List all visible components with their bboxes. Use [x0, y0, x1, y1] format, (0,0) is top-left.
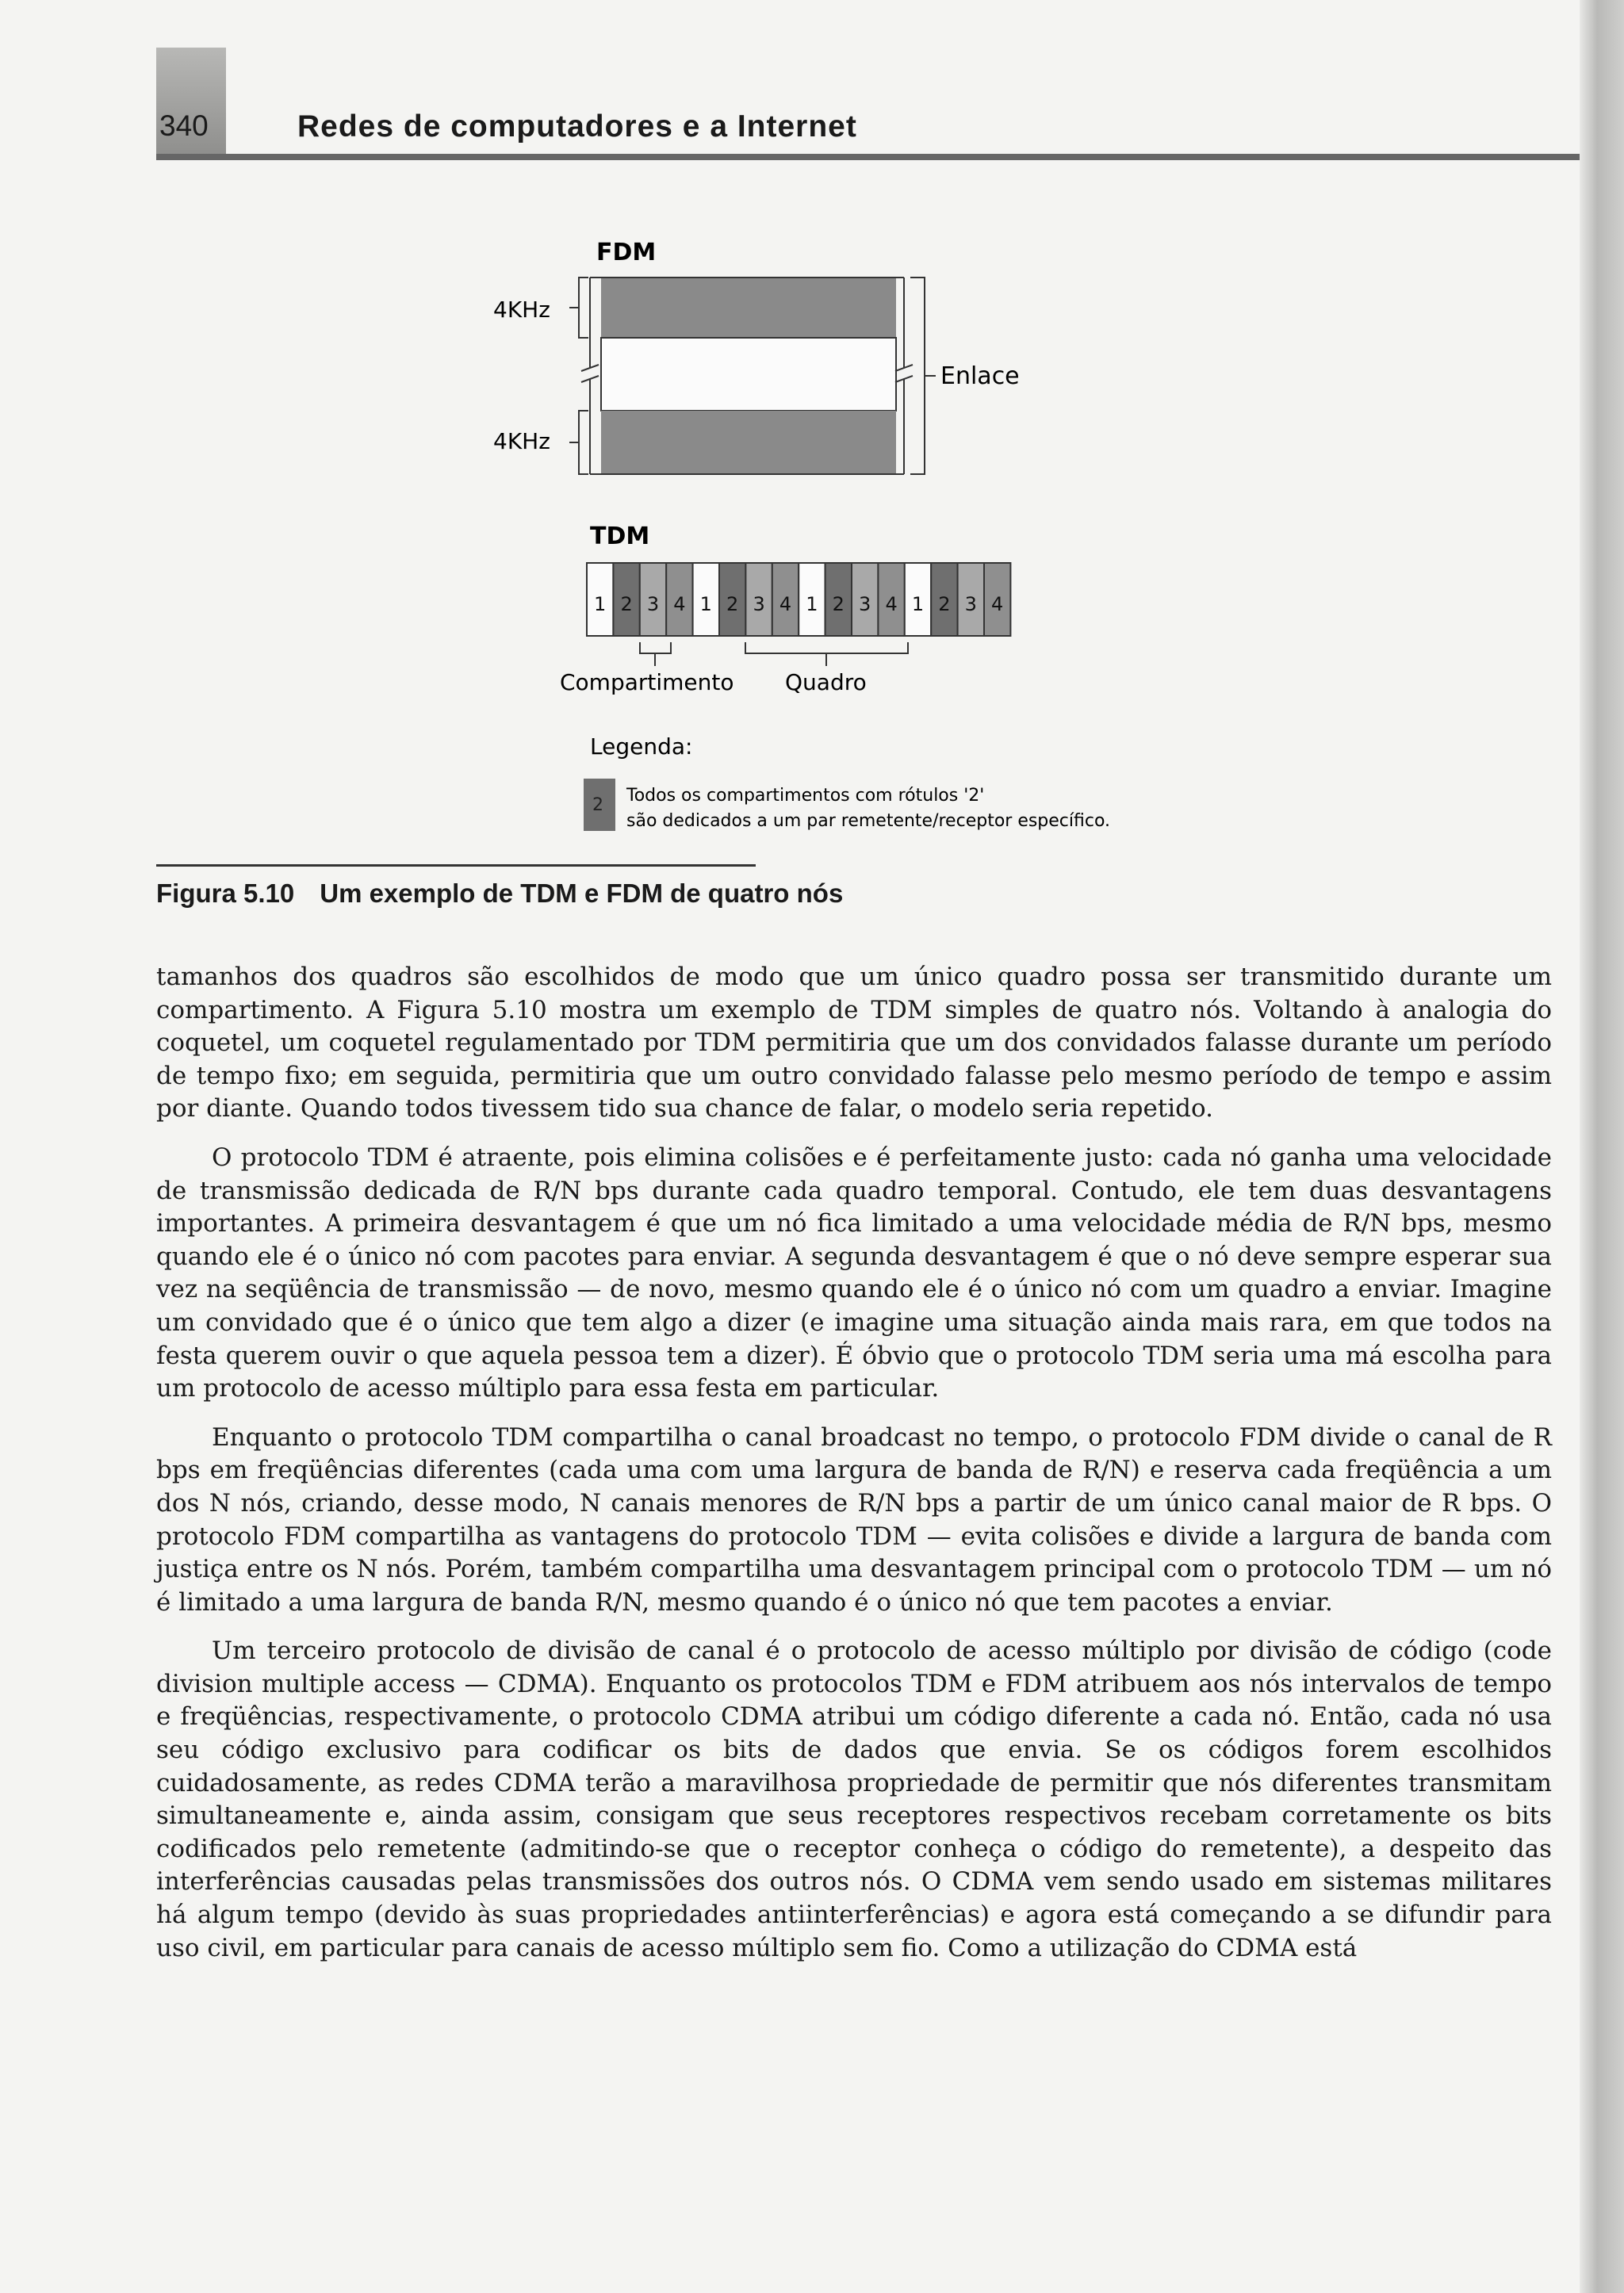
tdm-slot-label: 2 [726, 593, 739, 615]
frame-bracket [745, 642, 908, 666]
legend-line-2: são dedicados a um par remetente/receptor específico. [626, 811, 1111, 831]
link-bracket [910, 278, 936, 474]
tdm-slot-row [587, 563, 1010, 636]
legend-key: 2 [592, 795, 603, 815]
tdm-slot-label: 2 [832, 593, 845, 615]
tdm-slot-label: 4 [673, 593, 686, 615]
tdm-slot-label: 4 [991, 593, 1004, 615]
tdm-slot-label: 1 [911, 593, 925, 615]
fdm-band-label-top: 4KHz [493, 297, 550, 323]
fdm-bracket-top [569, 278, 588, 338]
tdm-slot-label: 4 [885, 593, 898, 615]
legend-title: Legenda: [590, 733, 693, 760]
fdm-gap [601, 338, 896, 411]
fdm-bracket-bottom [569, 411, 588, 474]
fdm-bands [581, 278, 913, 474]
page-number: 340 [159, 109, 209, 142]
frame-label: Quadro [785, 669, 867, 695]
tdm-slot-label: 2 [620, 593, 633, 615]
paragraph-1: tamanhos dos quadros são escolhidos de modo que um único quadro possa ser transmitido durante um compartimento. A Figura 5.10 mostra um exemplo de TDM simples de quatro nós. Voltando à analogia do coquetel, um coquetel regulamentado por TDM permitiria que um dos convidados falasse durante um período de tempo fixo; em seguida, permitiria que um outro convidado falasse pelo mesmo período de tempo e assim por diante. Quando todos tivessem tido sua chance de falar, o modelo seria repetido. [156, 963, 1552, 1124]
figure-caption-text: Um exemplo de TDM e FDM de quatro nós [320, 879, 844, 908]
legend-line-1: Todos os compartimentos com rótulos '2' [626, 786, 985, 806]
body-text [156, 961, 1552, 1981]
tdm-slot-label: 3 [859, 593, 871, 615]
fdm-band-top [601, 278, 896, 338]
caption-rule [156, 864, 756, 867]
fdm-title: FDM [596, 239, 657, 266]
tdm-slot-label: 3 [646, 593, 660, 615]
figure-caption [156, 879, 843, 909]
tdm-slot-label: 2 [938, 593, 951, 615]
paragraph-4: Um terceiro protocolo de divisão de canal é o protocolo de acesso múltiplo por divisão de código (code division multiple access — CDMA). Enquanto os protocolos TDM e FDM atribuem aos nós intervalos de tempo e freqüências, respectivamente, o protocolo CDMA atribui um código diferente a cada nó. Então, cada nó usa seu código exclusivo para codificar os bits de dados que envia. Se os códigos forem escolhidos cuidadosamente, as redes CDMA terão a maravilhosa propriedade de permitir que nós diferentes transmitam simultaneamente e, ainda assim, consigam que seus receptores respectivos recebam corretamente os bits codificados pelo remetente (admitindo-se que o receptor conheça o código do remetente), a despeito das interferências causadas pelas transmissões dos outros nós. O CDMA vem sendo usado em sistemas militares há algum tempo (devido às suas propriedades antiinterferências) e agora está começando a se difundir para uso civil, em particular para canais de acesso múltiplo sem fio. Como a utilização do CDMA está [156, 1636, 1552, 1962]
fdm-band-bottom [601, 411, 896, 474]
slot-bracket [640, 642, 671, 666]
link-label: Enlace [940, 362, 1020, 390]
figure-tdm-fdm [0, 0, 1624, 951]
tdm-slot-label: 1 [699, 593, 712, 615]
running-title: Redes de computadores e a Internet [297, 109, 857, 144]
figure-caption-label: Figura 5.10 [156, 879, 295, 908]
tdm-slot-label: 1 [594, 593, 607, 615]
paragraph-3: Enquanto o protocolo TDM compartilha o canal broadcast no tempo, o protocolo FDM divide o canal de R bps em freqüências diferentes (cada uma com uma largura de banda de R/N) e reserva cada freqüência a um dos N nós, criando, desse modo, N canais menores de R/N bps a partir de um único canal maior de R bps. O protocolo FDM compartilha as vantagens do protocolo TDM — evita colisões e divide a largura de banda com justiça entre os N nós. Porém, também compartilha uma desvantagem principal com o protocolo TDM — um nó é limitado a uma largura de banda R/N, mesmo quando é o único nó que tem pacotes a enviar. [156, 1422, 1552, 1617]
fdm-band-label-bottom: 4KHz [493, 428, 550, 454]
tdm-slot-label: 1 [806, 593, 818, 615]
tdm-slot-label: 4 [779, 593, 792, 615]
tdm-slot-label: 3 [753, 593, 765, 615]
slot-label: Compartimento [560, 669, 734, 695]
paragraph-2: O protocolo TDM é atraente, pois elimina colisões e é perfeitamente justo: cada nó ganha uma velocidade de transmissão dedicada de R/N bps durante cada quadro temporal. Contudo, ele tem duas desvantagens importantes. A primeira desvantagem é que um nó fica limitado a uma velocidade média de R/N bps, mesmo quando ele é o único nó com pacotes para enviar. A segunda desvantagem é que o nó deve sempre esperar sua vez na seqüência de transmissão — de novo, mesmo quando ele é o único nó com um quadro a enviar. Imagine um convidado que é o único que tem algo a dizer (e imagine uma situação ainda mais rara, em que todos na festa querem ouvir o que aquela pessoa tem a dizer). É óbvio que o protocolo TDM seria uma má escolha para um protocolo de acesso múltiplo para essa festa em particular. [156, 1143, 1552, 1403]
tdm-title: TDM [590, 523, 650, 550]
tdm-slot-label: 3 [964, 593, 977, 615]
